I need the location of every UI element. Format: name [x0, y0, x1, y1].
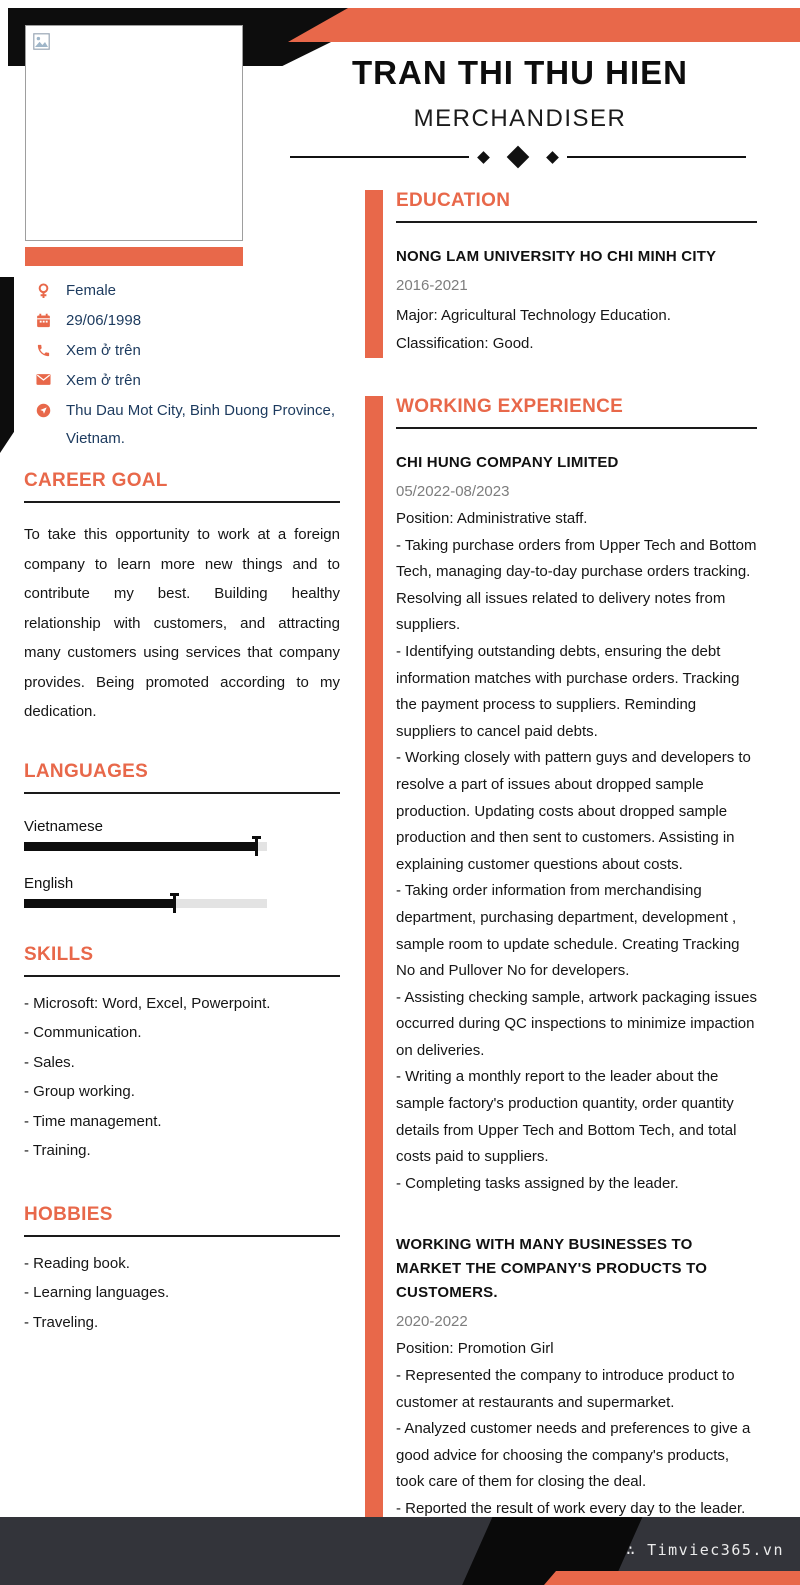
job-bullets — [396, 533, 757, 1198]
divider-line — [567, 156, 746, 158]
language-slider-handle — [173, 893, 176, 913]
contact-section — [0, 277, 352, 455]
photo-placeholder — [25, 25, 243, 241]
list-item: - Traveling. — [24, 1313, 99, 1331]
section-accent-bar — [365, 190, 383, 358]
right-column — [365, 190, 757, 1549]
education-major: Major: Agricultural Technology Education. — [396, 307, 671, 324]
footer-brand: ∴ Timviec365.vn — [626, 1541, 784, 1559]
career-goal-heading: CAREER GOAL — [24, 470, 340, 503]
language-bar-english — [24, 899, 267, 908]
experience-section — [365, 396, 757, 1549]
job-position: Position: Promotion Girl — [396, 1340, 554, 1358]
hobbies-heading: HOBBIES — [24, 1204, 340, 1237]
calendar-icon — [34, 307, 52, 328]
job-entry — [396, 1233, 757, 1549]
diamond-icon — [546, 151, 559, 164]
language-fill — [24, 842, 257, 851]
contact-row-location — [34, 397, 352, 453]
languages-heading: LANGUAGES — [24, 761, 340, 794]
contact-row-phone — [34, 337, 352, 365]
candidate-name: TRAN THI THU HIEN — [352, 54, 688, 91]
header-divider — [290, 149, 746, 165]
section-accent-bar — [365, 396, 383, 1549]
hobbies-list — [24, 1249, 340, 1338]
diamond-icon — [477, 151, 490, 164]
job-period: 05/2022-08/2023 — [396, 483, 510, 500]
job-bullet: - Completing tasks assigned by the leader. — [396, 1174, 679, 1192]
job-bullet: - Reported the result of work every day to the leader. — [396, 1500, 746, 1517]
company-name: WORKING WITH MANY BUSINESSES TO MARKET THE COMPANY'S PRODUCTS TO CUSTOMERS. — [396, 1236, 708, 1302]
language-slider-handle — [255, 836, 258, 856]
candidate-title: MERCHANDISER — [413, 105, 627, 132]
list-item: - Communication. — [24, 1024, 142, 1041]
contact-birthday: 29/06/1998 — [66, 312, 142, 329]
list-item: - Training. — [24, 1142, 91, 1159]
job-bullet: - Taking purchase orders from Upper Tech and Bottom Tech, managing day-to-day purchase orders tracking. Resolving all issues related to delivery notes from suppliers. — [396, 536, 757, 634]
left-column — [24, 470, 340, 1337]
education-heading: EDUCATION — [396, 190, 757, 223]
contact-phone: Xem ở trên — [66, 342, 141, 359]
experience-heading: WORKING EXPERIENCE — [396, 396, 757, 429]
job-bullet: - Represented the company to introduce product to customer at restaurants and supermarket. — [396, 1367, 735, 1411]
footer-accent-strip — [544, 1571, 800, 1585]
job-period: 2020-2022 — [396, 1313, 468, 1331]
job-bullet: - Assisting checking sample, artwork packaging issues occurred during QC inspections to minimize impaction on deliveries. — [396, 988, 757, 1059]
contact-row-gender — [34, 277, 352, 305]
skills-list — [24, 989, 340, 1166]
broken-image-icon — [33, 33, 50, 50]
contact-location: Thu Dau Mot City, Binh Duong Province, Vietnam. — [66, 402, 336, 447]
education-period: 2016-2021 — [396, 277, 468, 294]
job-bullet: - Identifying outstanding debts, ensuring the debt information matches with purchase orders. Tracking the payment process to suppliers. Reminding suppliers to cancel paid debts. — [396, 642, 740, 740]
footer — [0, 1517, 800, 1585]
school-name: NONG LAM UNIVERSITY HO CHI MINH CITY — [396, 248, 717, 265]
contact-black-strip — [0, 277, 14, 453]
header — [288, 54, 752, 133]
photo-accent-bar — [25, 247, 243, 266]
email-icon — [34, 367, 52, 386]
job-bullet: - Writing a monthly report to the leader about the sample factory's production quantity, order quantity details from Upper Tech and Bottom Tech, and total costs paid to suppliers. — [396, 1068, 737, 1166]
language-bar-vietnamese — [24, 842, 267, 851]
list-item: - Time management. — [24, 1112, 162, 1130]
list-item: - Group working. — [24, 1083, 135, 1100]
diamond-icon — [507, 146, 530, 169]
company-name: CHI HUNG COMPANY LIMITED — [396, 454, 619, 471]
contact-row-email — [34, 367, 352, 395]
language-fill — [24, 899, 175, 908]
contact-row-birthday — [34, 307, 352, 335]
skills-heading: SKILLS — [24, 944, 340, 977]
job-entry — [396, 451, 757, 1197]
job-bullet: - Working closely with pattern guys and developers to resolve a part of issues about dropped sample production. Updating costs about dropped sample production and then sent to customers. Assisting in explaining customer questions about costs. — [396, 749, 751, 873]
location-pin-icon — [34, 397, 52, 418]
list-item: - Reading book. — [24, 1254, 130, 1272]
contact-gender: Female — [66, 282, 117, 299]
education-section — [365, 190, 757, 358]
contact-list — [34, 277, 352, 453]
language-label: Vietnamese — [24, 817, 103, 835]
education-classification: Classification: Good. — [396, 335, 534, 352]
divider-line — [290, 156, 469, 158]
list-item: - Sales. — [24, 1053, 75, 1071]
gender-female-icon — [34, 277, 52, 299]
top-accent-band — [288, 8, 800, 42]
career-goal-text: To take this opportunity to work at a foreign company to learn more new things and to contribute my best. Building healthy relationship with customers, and attracting many customers using services that company provides. Being promoted according to my dedication. — [24, 526, 340, 720]
list-item: - Microsoft: Word, Excel, Powerpoint. — [24, 994, 271, 1012]
language-label: English — [24, 874, 74, 892]
job-position: Position: Administrative staff. — [396, 510, 588, 527]
job-bullet: - Taking order information from merchandising department, purchasing department, development , sample room to update schedule. Creating Tracking No and Pullover No for developers. — [396, 882, 740, 980]
contact-email: Xem ở trên — [66, 372, 141, 389]
phone-icon — [34, 337, 52, 358]
job-bullet: - Analyzed customer needs and preferences to give a good advice for choosing the company's products, took care of them for closing the deal. — [396, 1420, 751, 1491]
list-item: - Learning languages. — [24, 1284, 170, 1301]
